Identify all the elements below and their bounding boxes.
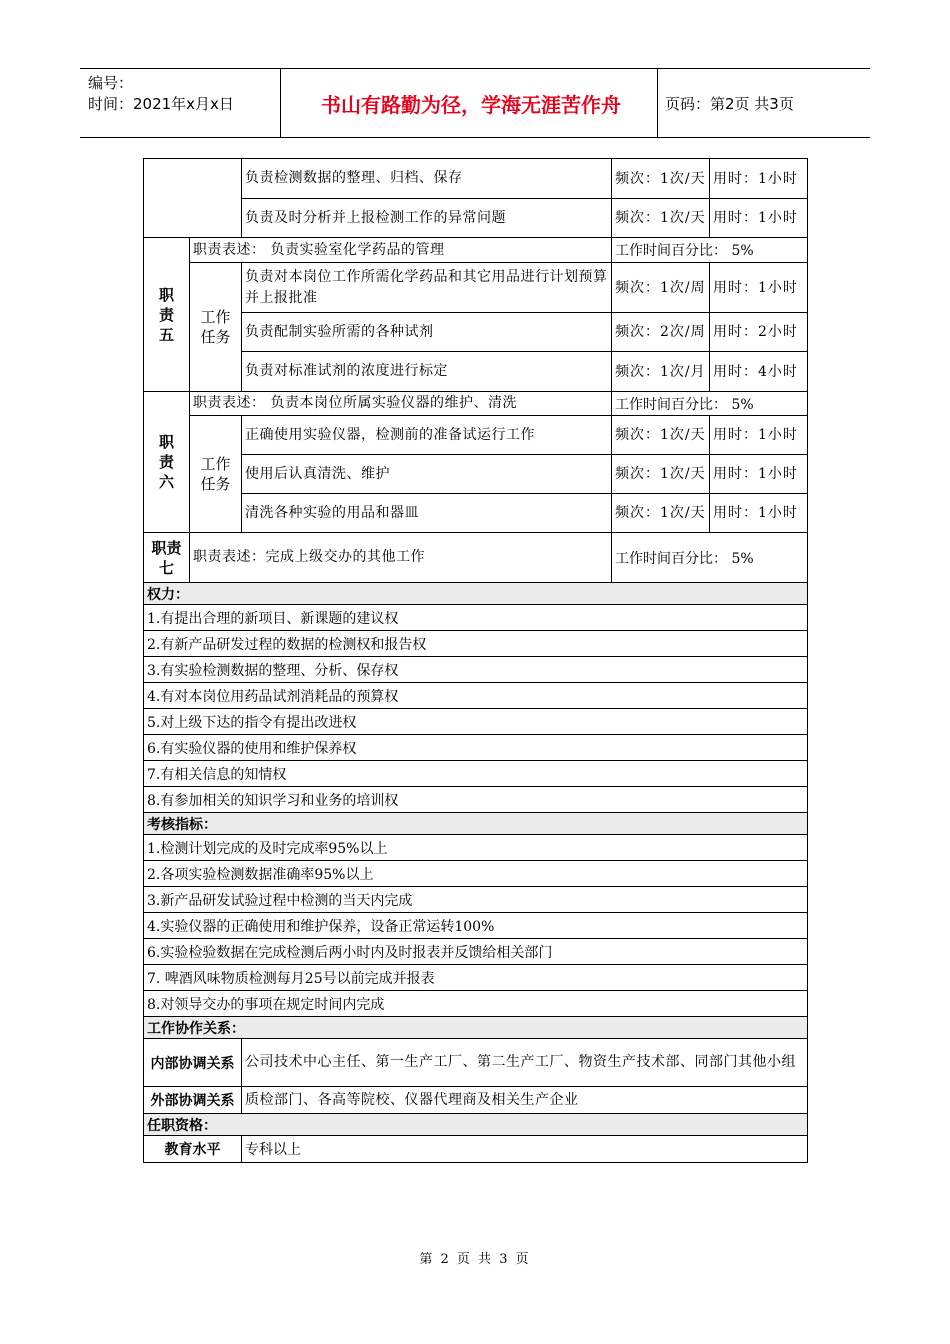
list-item — [144, 835, 808, 861]
task-row — [144, 416, 808, 455]
task-row — [144, 199, 808, 238]
header-divider — [657, 69, 658, 137]
task-frequency: 频次：2次/周 — [612, 313, 710, 352]
task-text: 负责对标准试剂的浓度进行标定 — [242, 352, 612, 392]
kpi-item: 1.检测计划完成的及时完成率95%以上 — [144, 835, 808, 861]
list-item — [144, 631, 808, 657]
section-header-kpis — [144, 813, 808, 835]
code-label: 编号： — [88, 74, 134, 92]
list-item — [144, 709, 808, 735]
task-text: 负责及时分析并上报检测工作的异常问题 — [242, 199, 612, 238]
duty-time-percent: 工作时间百分比： 5% — [612, 238, 808, 263]
section-header-coop — [144, 1017, 808, 1039]
duty-label-text: 职责七 — [151, 538, 182, 577]
power-item: 3.有实验检测数据的整理、分析、保存权 — [144, 657, 808, 683]
internal-coop-label: 内部协调关系 — [144, 1039, 242, 1087]
task-row — [144, 159, 808, 199]
duty-label — [144, 533, 190, 583]
kpi-item: 7. 啤酒风味物质检测每月25号以前完成并报表 — [144, 965, 808, 991]
page-footer: 第 2 页 共 3 页 — [419, 1252, 531, 1267]
task-text: 负责对本岗位工作所需化学药品和其它用品进行计划预算并上报批准 — [242, 263, 612, 313]
duty-label-text: 职责六 — [159, 433, 175, 491]
qual-row — [144, 1136, 808, 1163]
power-item: 7.有相关信息的知情权 — [144, 761, 808, 787]
duty-label-text: 职责五 — [159, 285, 175, 344]
task-duration: 用时：1小时 — [710, 494, 808, 533]
task-row — [144, 313, 808, 352]
list-item — [144, 683, 808, 709]
duty-time-percent: 工作时间百分比： 5% — [612, 392, 808, 416]
page-number-label: 页码：第2页 共3页 — [665, 94, 794, 113]
duty-time-percent: 工作时间百分比： 5% — [612, 533, 808, 583]
power-item: 2.有新产品研发过程的数据的检测权和报告权 — [144, 631, 808, 657]
task-frequency: 频次：1次/周 — [612, 263, 710, 313]
kpi-item: 4.实验仪器的正确使用和维护保养，设备正常运转100% — [144, 913, 808, 939]
education-value: 专科以上 — [242, 1136, 808, 1163]
list-item — [144, 657, 808, 683]
external-coop-label: 外部协调关系 — [144, 1087, 242, 1114]
kpi-item: 8.对领导交办的事项在规定时间内完成 — [144, 991, 808, 1017]
duty-desc-row — [144, 533, 808, 583]
coop-row — [144, 1087, 808, 1114]
task-text: 清洗各种实验的用品和器皿 — [242, 494, 612, 533]
power-item: 1.有提出合理的新项目、新课题的建议权 — [144, 605, 808, 631]
task-frequency: 频次：1次/天 — [612, 455, 710, 494]
section-header-powers — [144, 583, 808, 605]
list-item — [144, 735, 808, 761]
section-title: 权力： — [144, 583, 808, 605]
list-item — [144, 761, 808, 787]
task-row — [144, 494, 808, 533]
header-meta — [88, 73, 278, 115]
section-title: 任职资格： — [144, 1114, 808, 1136]
task-row — [144, 352, 808, 392]
internal-coop-value: 公司技术中心主任、第一生产工厂、第二生产工厂、物资生产技术部、同部门其他小组 — [242, 1039, 808, 1087]
task-text: 使用后认真清洗、维护 — [242, 455, 612, 494]
task-text: 负责配制实验所需的各种试剂 — [242, 313, 612, 352]
list-item — [144, 861, 808, 887]
task-row — [144, 263, 808, 313]
task-duration: 用时：1小时 — [710, 159, 808, 199]
page-header — [80, 68, 870, 138]
task-row — [144, 455, 808, 494]
education-label: 教育水平 — [144, 1136, 242, 1163]
date-label: 时间：2021年x月x日 — [88, 95, 234, 113]
task-frequency: 频次：1次/天 — [612, 159, 710, 199]
power-item: 5.对上级下达的指令有提出改进权 — [144, 709, 808, 735]
header-motto: 书山有路勤为径，学海无涯苦作舟 — [321, 92, 621, 117]
power-item: 8.有参加相关的知识学习和业务的培训权 — [144, 787, 808, 813]
coop-row — [144, 1039, 808, 1087]
duty-desc-row — [144, 392, 808, 416]
task-duration: 用时：1小时 — [710, 455, 808, 494]
kpi-item: 6.实验检验数据在完成检测后两小时内及时报表并反馈给相关部门 — [144, 939, 808, 965]
duty-description: 职责表述：完成上级交办的其他工作 — [190, 533, 612, 583]
task-duration: 用时：1小时 — [710, 199, 808, 238]
duty-description: 职责表述： 负责实验室化学药品的管理 — [190, 238, 612, 263]
power-item: 4.有对本岗位用药品试剂消耗品的预算权 — [144, 683, 808, 709]
task-duration: 用时：1小时 — [710, 263, 808, 313]
task-frequency: 频次：1次/天 — [612, 494, 710, 533]
list-item — [144, 605, 808, 631]
task-group-label-text: 工作任务 — [200, 455, 231, 493]
duty-label — [144, 238, 190, 392]
kpi-item: 3.新产品研发试验过程中检测的当天内完成 — [144, 887, 808, 913]
task-group-label — [190, 416, 242, 533]
task-text: 负责检测数据的整理、归档、保存 — [242, 159, 612, 199]
task-frequency: 频次：1次/天 — [612, 416, 710, 455]
task-frequency: 频次：1次/天 — [612, 199, 710, 238]
list-item — [144, 913, 808, 939]
task-duration: 用时：4小时 — [710, 352, 808, 392]
task-frequency: 频次：1次/月 — [612, 352, 710, 392]
list-item — [144, 787, 808, 813]
task-group-label — [190, 263, 242, 392]
section-title: 考核指标： — [144, 813, 808, 835]
duty-description: 职责表述： 负责本岗位所属实验仪器的维护、清洗 — [190, 392, 612, 416]
power-item: 6.有实验仪器的使用和维护保养权 — [144, 735, 808, 761]
duty-desc-row — [144, 238, 808, 263]
continued-duty-cell — [144, 159, 242, 238]
section-header-qual — [144, 1114, 808, 1136]
duty-label — [144, 392, 190, 533]
job-description-table — [143, 158, 808, 1163]
task-duration: 用时：2小时 — [710, 313, 808, 352]
list-item — [144, 887, 808, 913]
kpi-item: 2.各项实验检测数据准确率95%以上 — [144, 861, 808, 887]
task-duration: 用时：1小时 — [710, 416, 808, 455]
external-coop-value: 质检部门、各高等院校、仪器代理商及相关生产企业 — [242, 1087, 808, 1114]
section-title: 工作协作关系： — [144, 1017, 808, 1039]
task-group-label-text: 工作任务 — [200, 308, 231, 346]
task-text: 正确使用实验仪器，检测前的准备试运行工作 — [242, 416, 612, 455]
list-item — [144, 991, 808, 1017]
header-divider — [280, 69, 281, 137]
list-item — [144, 965, 808, 991]
list-item — [144, 939, 808, 965]
